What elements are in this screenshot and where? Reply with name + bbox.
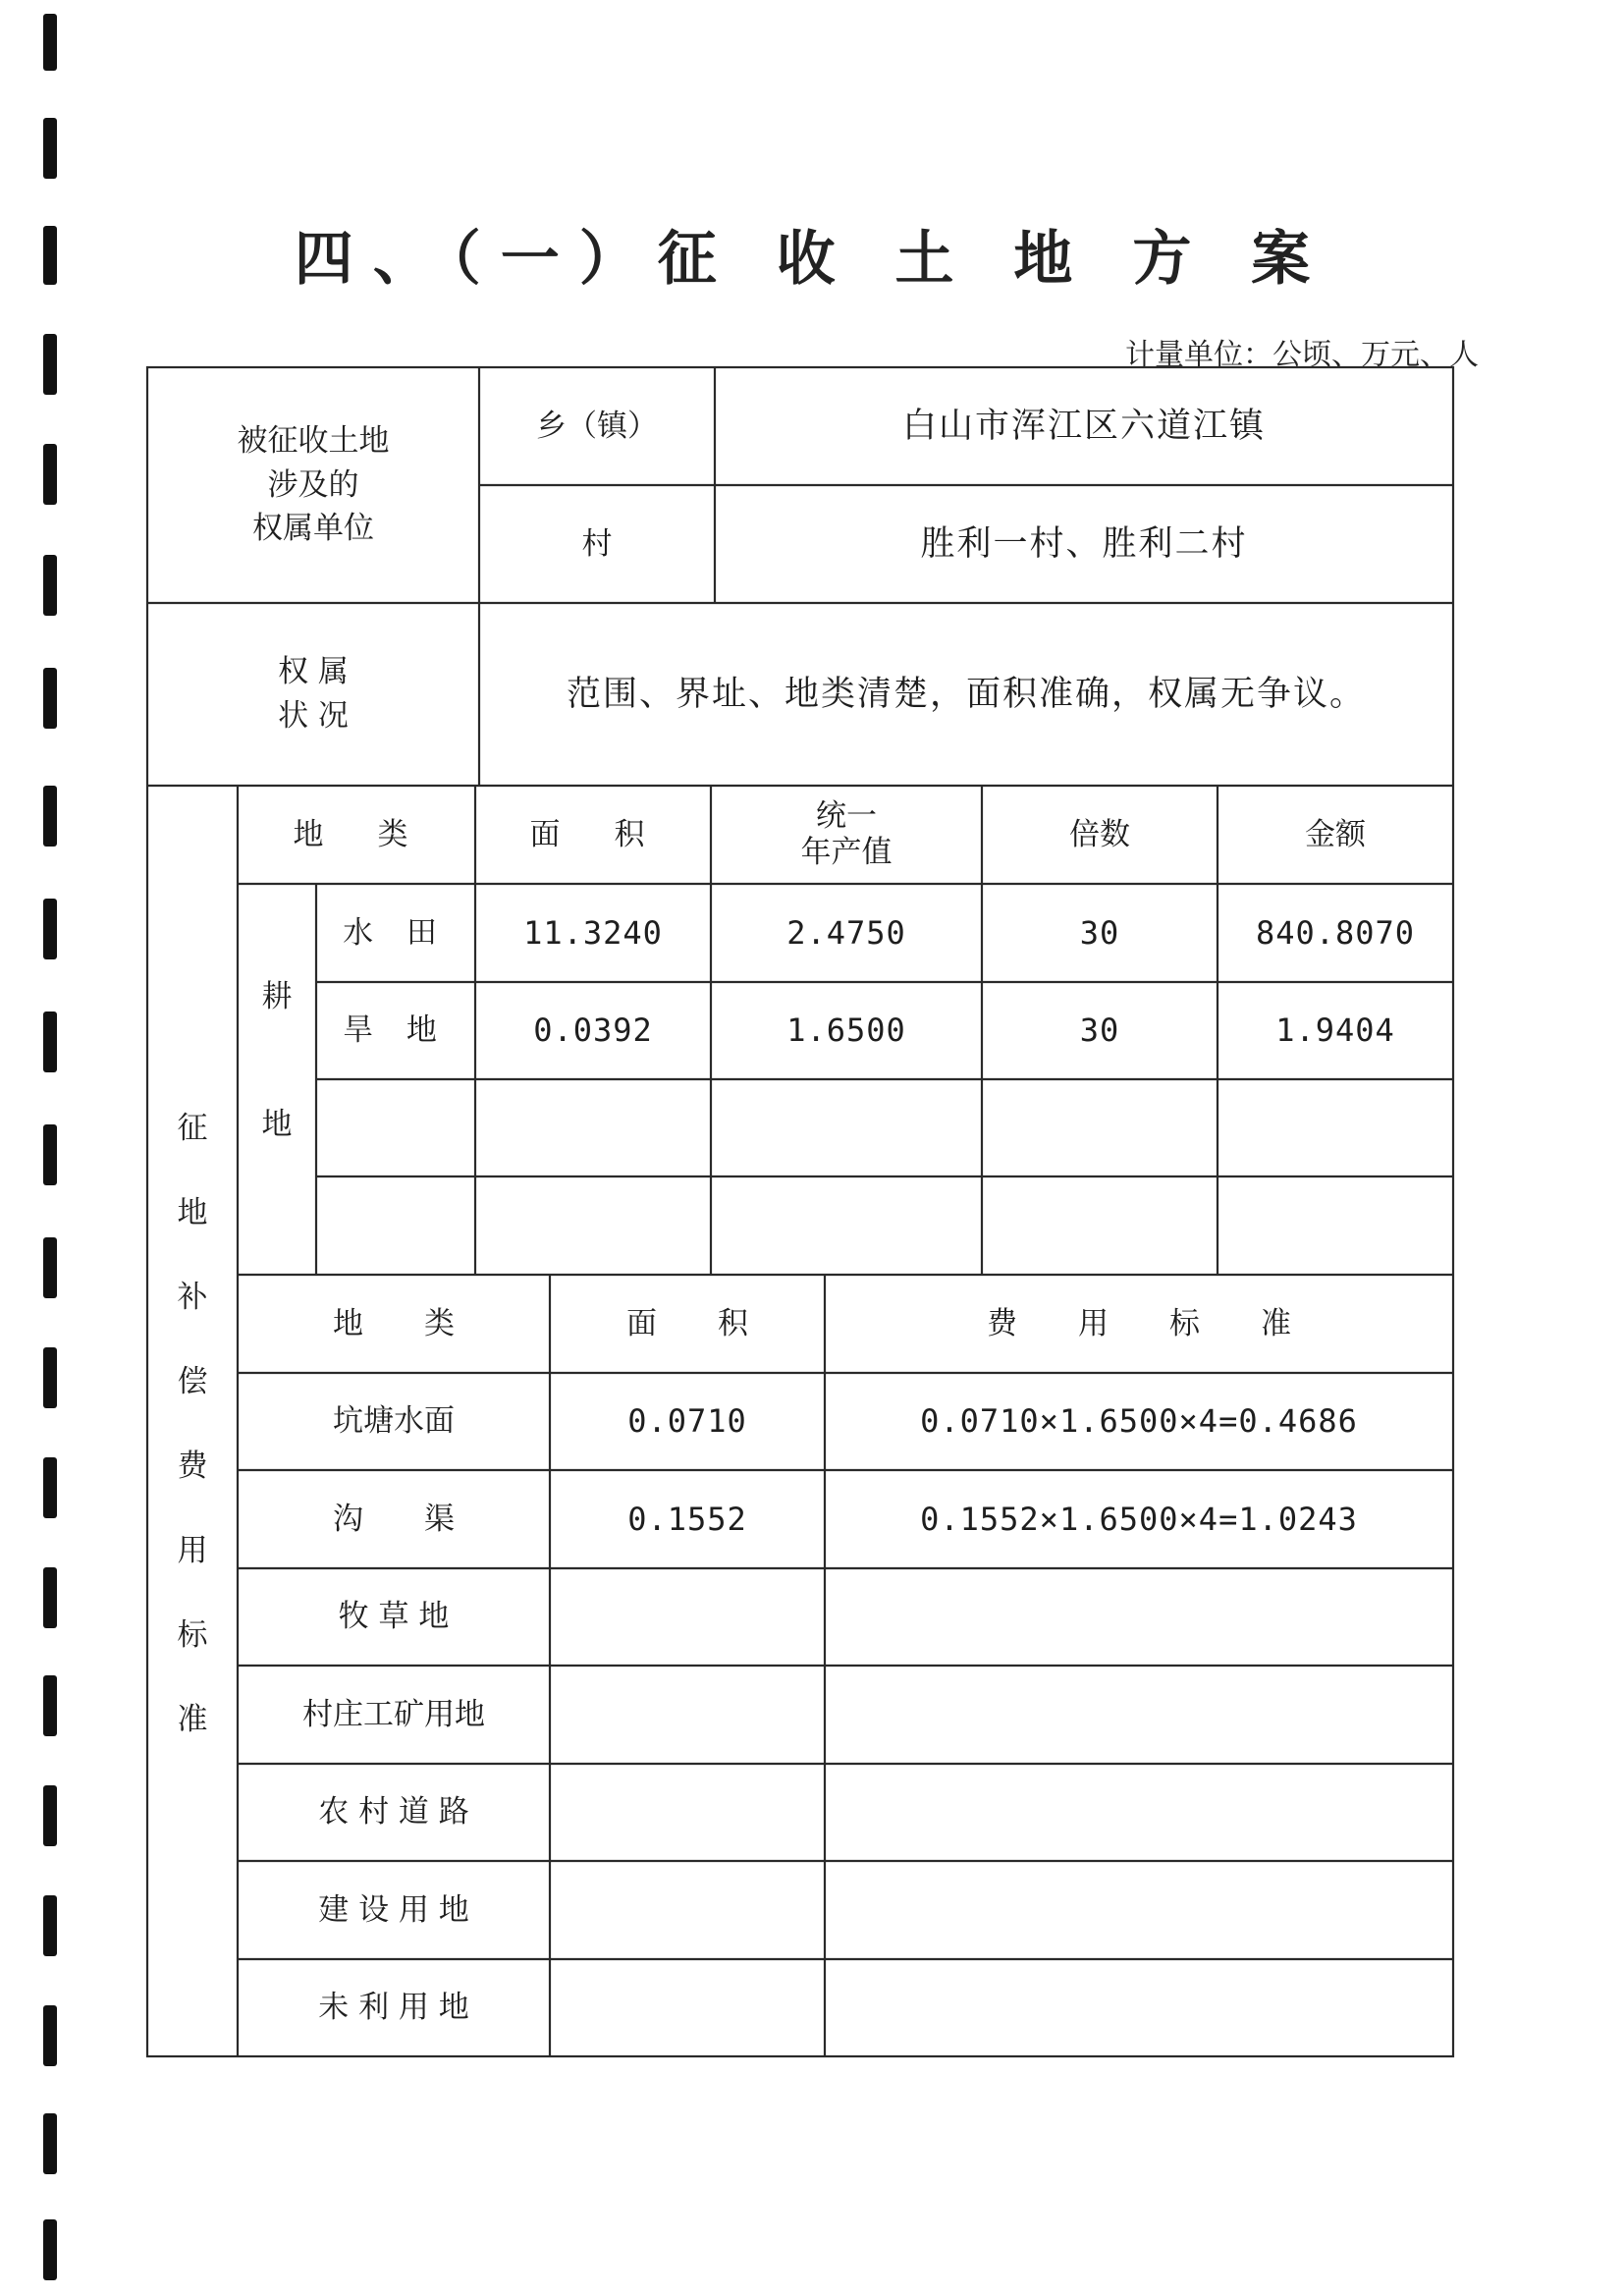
side-char: 用 (177, 1533, 208, 1568)
township-value: 白山市浑江区六道江镇 (901, 406, 1266, 446)
cultivated-label (238, 962, 316, 1159)
ownership-label: 权 属 状 况 (278, 654, 349, 734)
row-value: 1.6500 (786, 1011, 906, 1050)
township-label: 乡（镇） (536, 408, 658, 444)
side-char: 偿 (177, 1364, 208, 1399)
other-row-type: 沟 渠 (333, 1501, 455, 1537)
side-char: 费 (177, 1449, 208, 1484)
other-row-type: 建 设 用 地 (318, 1891, 469, 1928)
row-amount: 840.8070 (1255, 913, 1416, 952)
ownership-value: 范围、界址、地类清楚，面积准确，权属无争议。 (566, 674, 1366, 714)
side-char: 标 (177, 1617, 208, 1653)
other-row-area: 0.1552 (627, 1500, 747, 1538)
header-area: 面 积 (529, 816, 657, 852)
other-row-type: 农 村 道 路 (318, 1794, 469, 1831)
other-row-standard: 0.0710×1.6500×4=0.4686 (920, 1402, 1358, 1441)
village-value: 胜利一村、胜利二村 (920, 523, 1248, 564)
cultivated-char: 耕 (261, 979, 293, 1014)
other-row-type: 未 利 用 地 (318, 1990, 469, 2026)
side-char: 地 (177, 1195, 208, 1230)
header-land-type: 地 类 (293, 816, 420, 852)
other-header-land-type: 地 类 (333, 1305, 455, 1341)
header-unified-value: 统一 年产值 (800, 797, 893, 870)
row-multiple: 30 (1079, 1011, 1120, 1050)
row-area: 11.3240 (523, 913, 663, 952)
header-amount: 金额 (1305, 816, 1366, 852)
compensation-side-label (147, 1080, 238, 1768)
page-title: 四、（一）征 收 土 地 方 案 (294, 225, 1330, 294)
village-label: 村 (581, 525, 613, 562)
other-header-area: 面 积 (626, 1305, 748, 1341)
side-char: 准 (177, 1702, 208, 1737)
row-area: 0.0392 (533, 1011, 653, 1050)
owner-unit-label: 被征收土地 涉及的 权属单位 (237, 422, 390, 547)
row-value: 2.4750 (786, 913, 906, 952)
row-type: 水 田 (343, 914, 449, 951)
other-row-area: 0.0710 (627, 1402, 747, 1441)
header-multiple: 倍数 (1069, 816, 1130, 852)
side-char: 征 (177, 1111, 208, 1146)
row-type: 旱 地 (343, 1012, 449, 1049)
cultivated-char: 地 (261, 1107, 293, 1142)
unit-note: 计量单位：公顷、万元、人 (1125, 338, 1479, 372)
row-multiple: 30 (1079, 913, 1120, 952)
side-char: 补 (177, 1280, 208, 1315)
other-header-standard: 费 用 标 准 (987, 1305, 1291, 1341)
other-row-standard: 0.1552×1.6500×4=1.0243 (920, 1500, 1358, 1538)
other-row-type: 村庄工矿用地 (302, 1696, 485, 1732)
other-row-type: 牧 草 地 (338, 1599, 450, 1635)
row-amount: 1.9404 (1275, 1011, 1395, 1050)
other-row-type: 坑塘水面 (333, 1403, 455, 1440)
